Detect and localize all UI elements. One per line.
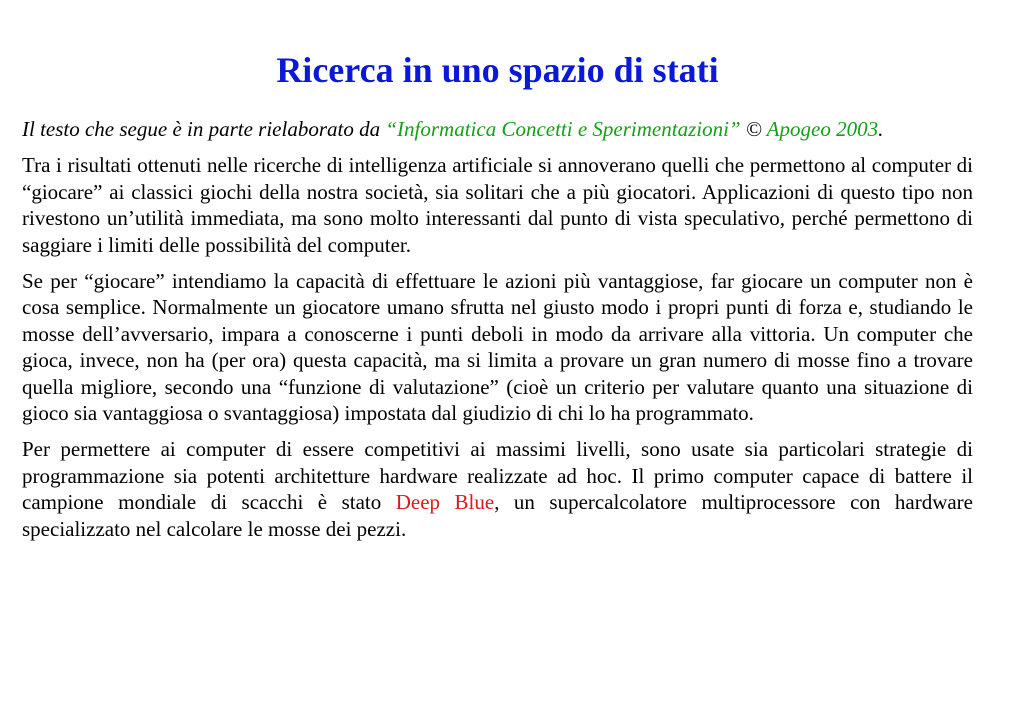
deep-blue-highlight: Deep Blue (395, 490, 495, 515)
intro-text: Il testo che segue è in parte rielaborato da (22, 117, 386, 141)
document-page (22, 48, 973, 552)
copyright-symbol: © (745, 117, 762, 141)
publisher-text: Apogeo 2003 (761, 117, 879, 141)
page-title: Ricerca in uno spazio di stati (276, 50, 719, 90)
paragraph-deep-blue-after: , un supercalcolatore multiprocessore con hardware specializzato nel calcolare le mosse dei pezzi. (22, 490, 973, 541)
citation-text: “Informatica Concetti e Sperimentazioni” (385, 117, 746, 141)
intro-paragraph (22, 116, 973, 142)
paragraph-ai-games: Tra i risultati ottenuti nelle ricerche di intelligenza artificiale si annoverano quelli che permettono al computer di “giocare” ai classici giochi della nostra società, sia solitari che a più giocatori. Applicazioni di questo tipo non rivestono un’utilità immediata, ma sono molto interessanti dal punto di vista speculativo, perché permettono di saggiare i limiti delle possibilità del computer. (22, 153, 973, 257)
paragraph-computer-play: Se per “giocare” intendiamo la capacità di effettuare le azioni più vantaggiose, far giocare un computer non è cosa semplice. Normalmente un giocatore umano sfrutta nel giusto modo i propri punti di forza e, studiando le mosse dell’avversario, impara a conoscerne i punti deboli in modo da arrivare alla vittoria. Un computer che gioca, invece, non ha (per ora) questa capacità, ma si limita a provare un gran numero di mosse fino a trovare quella migliore, secondo una “funzione di valutazione” (cioè un criterio per valutare quanto una situazione di gioco sia vantaggiosa o svantaggiosa) impostata dal giudizio di chi lo ha programmato. (22, 269, 973, 426)
paragraph-deep-blue (22, 436, 973, 542)
intro-period: . (878, 117, 884, 141)
paragraph-deep-blue-before: Per permettere ai computer di essere competitivi ai massimi livelli, sono usate sia particolari strategie di programmazione sia potenti architetture hardware realizzate ad hoc. Il primo computer capace di battere il campione mondiale di scacchi è stato (22, 437, 973, 515)
